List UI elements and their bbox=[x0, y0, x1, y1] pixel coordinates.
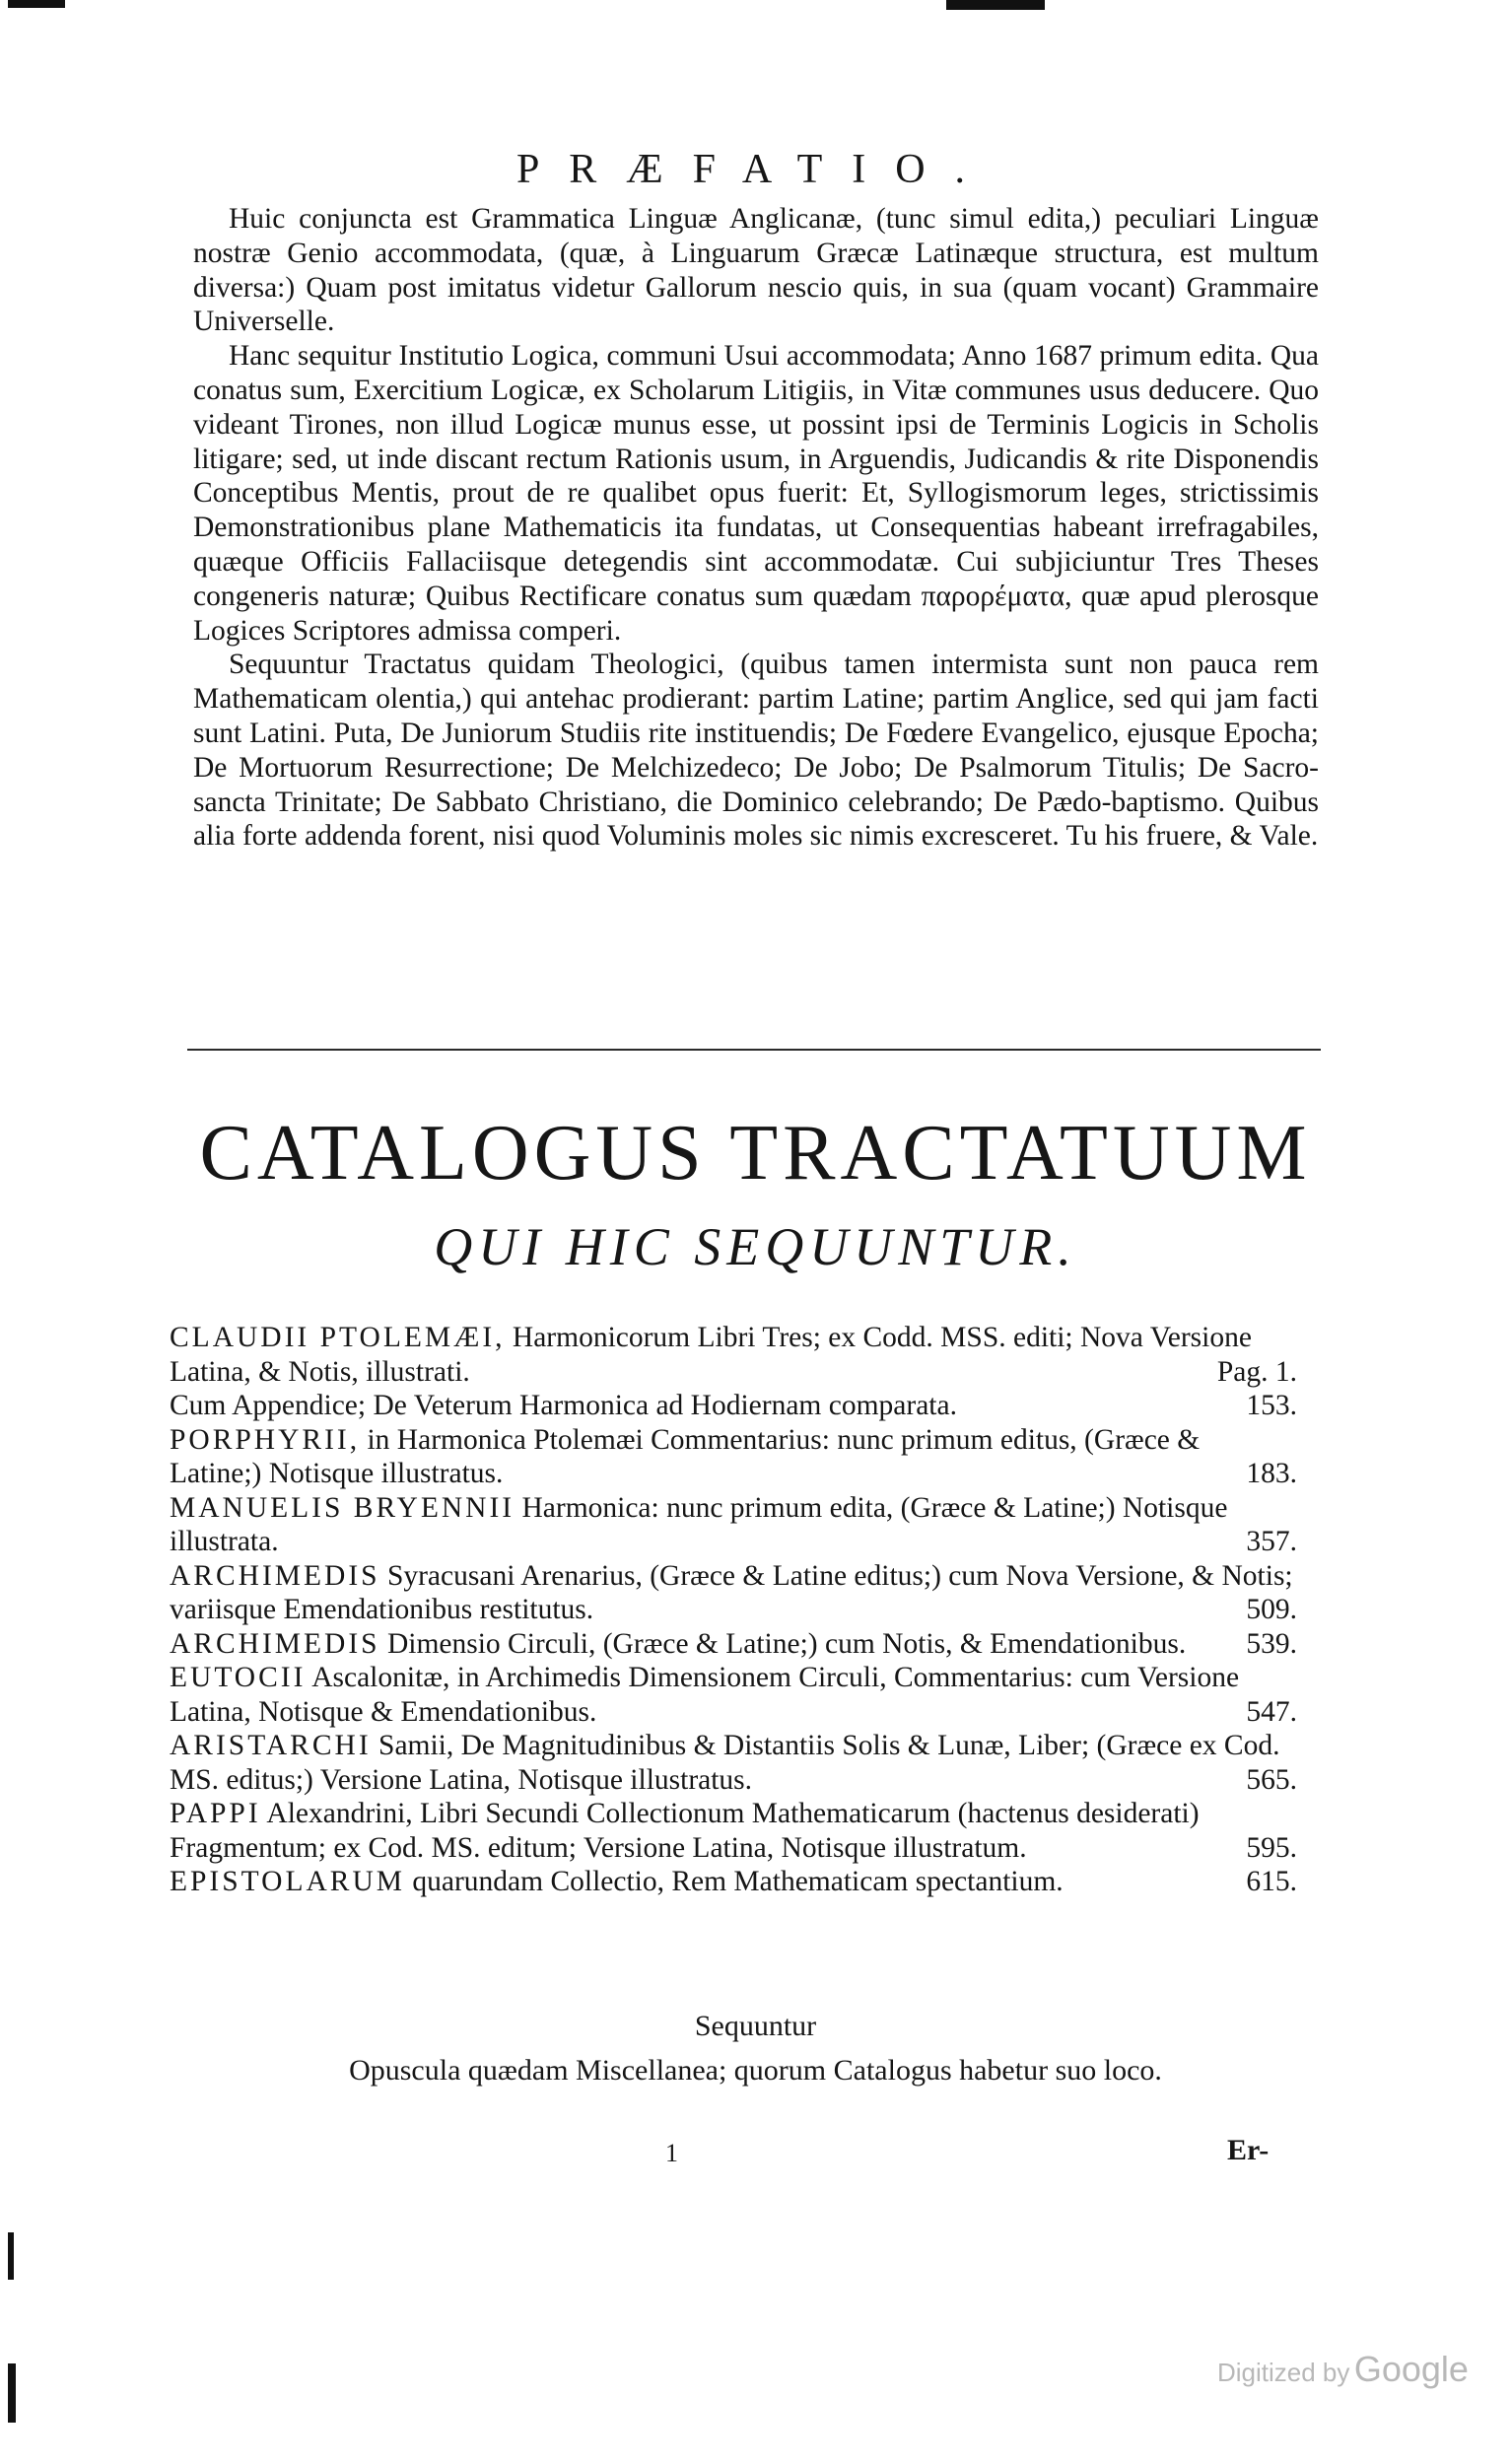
entry-text: Syracusani Arenarius, (Græce & Latine editus;) cum Nova Versione, & Notis; variisque Emendationibus restitutus. bbox=[170, 1559, 1293, 1625]
catalogue-entry bbox=[170, 1559, 1297, 1627]
entry-author: MANUELIS BRYENNII bbox=[170, 1491, 515, 1524]
entry-author: EPISTOLARUM bbox=[170, 1866, 405, 1897]
catalogue-entry bbox=[170, 1797, 1297, 1865]
entry-page: 547. bbox=[1246, 1695, 1297, 1728]
sequuntur-line: Sequuntur bbox=[694, 2010, 817, 2042]
entry-page: 183. bbox=[1246, 1458, 1297, 1489]
entry-page: 595. bbox=[1246, 1831, 1297, 1864]
entry-page: 153. bbox=[1246, 1390, 1297, 1421]
catalogue-entry bbox=[170, 1627, 1297, 1662]
catalogue-entry bbox=[170, 1321, 1297, 1389]
entry-author: ARCHIMEDIS bbox=[170, 1627, 380, 1660]
catalogue-title: CATALOGUS TRACTATUUM bbox=[199, 1110, 1312, 1197]
catalogue-entry bbox=[170, 1389, 1297, 1423]
entry-author: EUTOCII bbox=[170, 1662, 307, 1693]
entry-page: 357. bbox=[1246, 1526, 1297, 1557]
preface-paragraph-1: Huic conjuncta est Grammatica Linguæ Anglicanæ, (tunc simul edita,) peculiari Linguæ nostræ Genio accommodata, (quæ, à Linguarum Græcæ Latinæque structura, est multum diversa:) Quam post imitatus videtur Gallorum nescio quis, in sua (quam vocant) Grammaire Universelle. bbox=[193, 203, 1319, 338]
catalogue-subtitle: QUI HIC SEQUUNTUR. bbox=[434, 1217, 1077, 1276]
entry-page: 539. bbox=[1246, 1627, 1297, 1660]
scan-mark-top-center bbox=[946, 0, 1045, 10]
entry-author: PORPHYRII, bbox=[170, 1423, 361, 1456]
entry-text: Harmonica: nunc primum edita, (Græce & Latine;) Notisque illustrata. bbox=[170, 1491, 1228, 1557]
section-divider bbox=[187, 1049, 1321, 1051]
entry-page: 615. bbox=[1246, 1866, 1297, 1897]
entry-text: Dimensio Circuli, (Græce & Latine;) cum Notis, & Emendationibus. bbox=[386, 1627, 1187, 1660]
scan-mark-left-foot bbox=[8, 2363, 16, 2423]
entry-page: Pag. 1. bbox=[1216, 1355, 1297, 1388]
catalogue-entry bbox=[170, 1491, 1297, 1559]
catalogue-entry bbox=[170, 1661, 1297, 1729]
scan-mark-top-left bbox=[8, 0, 65, 8]
entry-author: Cum bbox=[170, 1390, 227, 1421]
entry-page: 509. bbox=[1246, 1594, 1297, 1625]
entry-text: Appendice; De Veterum Harmonica ad Hodiernam comparata. bbox=[232, 1390, 957, 1421]
entry-author: ARISTARCHI bbox=[170, 1730, 372, 1761]
preface-header: PRÆFATIO. bbox=[515, 147, 996, 192]
entry-text: Alexandrini, Libri Secundi Collectionum Mathematicarum (hactenus desiderati) Fragmentum; ex Cod. MS. editum; Versione Latina, Notisque illustratum. bbox=[170, 1798, 1200, 1864]
entry-text: Ascalonitæ, in Archimedis Dimensionem Circuli, Commentarius: cum Versione Latina, Notisque & Emendationibus. bbox=[170, 1662, 1240, 1728]
catalogue-entry bbox=[170, 1729, 1297, 1797]
entry-text: quarundam Collectio, Rem Mathematicam spectantium. bbox=[412, 1866, 1064, 1897]
entry-page: 565. bbox=[1246, 1763, 1297, 1796]
signature-mark: 1 bbox=[665, 2139, 678, 2167]
entry-author: CLAUDII PTOLEMÆI, bbox=[170, 1322, 506, 1353]
preface-paragraph-3: Sequuntur Tractatus quidam Theologici, (quibus tamen intermista sunt non pauca rem Mathematicam olentia,) qui antehac prodierant: partim Latine; partim Anglice, sed qui jam facti sunt Latini. Puta, De Juniorum Studiis rite instituendis; De Fœdere Evangelico, ejusque Epocha; De Mortuorum Resurrectione; De Melchizedeco; De Jobo; De Psalmorum Titulis; De Sacro-sancta Trinitate; De Sabbato Christiano, die Dominico celebrando; De Pædo-baptismo. Quibus alia forte addenda forent, nisi quod Voluminis moles sic nimis excresceret. Tu his fruere, & Vale. bbox=[193, 649, 1319, 853]
opuscula-line: Opuscula quædam Miscellanea; quorum Catalogus habetur suo loco. bbox=[349, 2054, 1162, 2087]
entry-text: in Harmonica Ptolemæi Commentarius: nunc primum editus, (Græce & Latine;) Notisque illustratus. bbox=[170, 1423, 1201, 1489]
catalogue-entry bbox=[170, 1423, 1297, 1491]
catalogue-entry bbox=[170, 1865, 1297, 1899]
catchword: Er- bbox=[1227, 2134, 1270, 2166]
preface-body bbox=[193, 202, 1319, 854]
scan-mark-left-bottom bbox=[8, 2232, 14, 2280]
entry-author: PAPPI bbox=[170, 1798, 261, 1829]
entry-text: Samii, De Magnitudinibus & Distantiis Solis & Lunæ, Liber; (Græce ex Cod. MS. editus;) Versione Latina, Notisque illustratus. bbox=[170, 1730, 1280, 1796]
entry-author: ARCHIMEDIS bbox=[170, 1559, 380, 1592]
watermark-by: Digitized by bbox=[1217, 2358, 1350, 2387]
entry-text: Harmonicorum Libri Tres; ex Codd. MSS. editi; Nova Versione Latina, & Notis, illustrati. bbox=[170, 1322, 1252, 1388]
catalogue-list bbox=[170, 1321, 1297, 1899]
watermark-brand: Google bbox=[1353, 2349, 1469, 2389]
preface-paragraph-2: Hanc sequitur Institutio Logica, communi Usui accommodata; Anno 1687 primum edita. Qua conatus sum, Exercitium Logicæ, ex Scholarum Litigiis, in Vitæ communes usus deducere. Quo videant Tirones, non illud Logicæ munus esse, ut possint ipsi de Terminis Logicis in Scholis litigare; sed, ut inde discant rectum Rationis usum, in Arguendis, Judicandis & rite Disponendis Conceptibus Mentis, prout de re qualibet opus fuerit: Et, Syllogismorum leges, strictissimis Demonstrationibus plane Mathematicis ita fundatas, ut Consequentias habeant irrefragabiles, quæque Officiis Fallaciisque detegendis sint accommodatæ. Cui subjiciuntur Tres Theses congeneris naturæ; Quibus Rectificare conatus sum quædam παρορέματα, quæ apud plerosque Logices Scriptores admissa comperi. bbox=[193, 340, 1319, 647]
digitized-watermark bbox=[1217, 2349, 1469, 2390]
